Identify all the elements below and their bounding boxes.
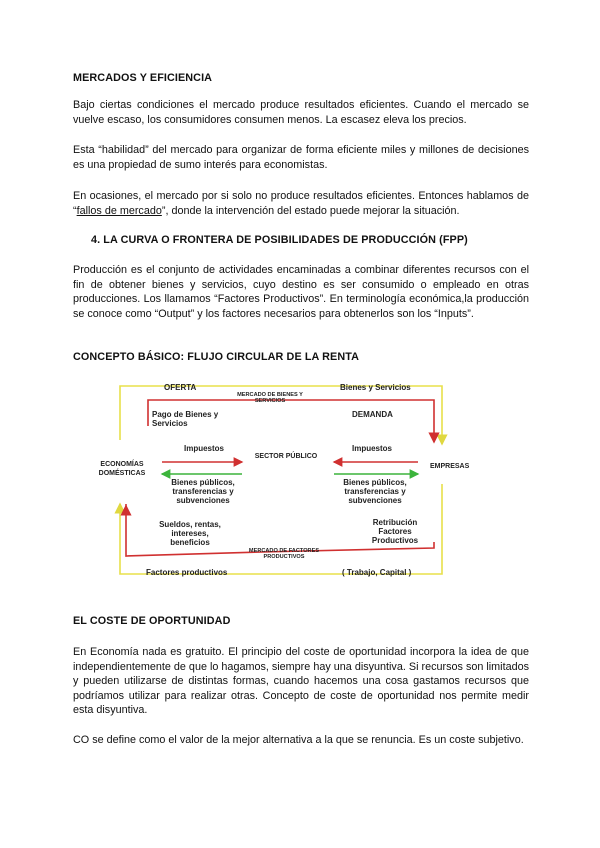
label-bienes-publicos-right: Bienes públicos, transferencias y subvenciones	[343, 478, 407, 505]
label-sector-publico: SECTOR PÚBLICO	[254, 453, 318, 460]
paragraph-mercados-3-after: ”, donde la intervención del estado puede mejorar la situación.	[161, 204, 460, 217]
label-oferta: OFERTA	[164, 383, 197, 392]
label-bienes-servicios: Bienes y Servicios	[340, 383, 411, 392]
paragraph-coste-1: En Economía nada es gratuito. El principio del coste de oportunidad incorpora la idea de que independientemente de que lo hagamos, siempre hay una disyuntiva. Si recursos son limitados y pueden utilizarse de distintas formas, cuando hacemos una cosa gastamos recursos que podríamos utilizar para realizar otras. Concepto de coste de oportunidad nos permite medir esta disyuntiva.	[73, 646, 529, 717]
label-pago-bienes: Pago de Bienes y Servicios	[152, 410, 219, 428]
paragraph-mercados-3	[73, 189, 529, 218]
label-factores-productivos: Factores productivos	[146, 568, 228, 577]
label-demanda: DEMANDA	[352, 410, 393, 419]
paragraph-fpp: Producción es el conjunto de actividades encaminadas a combinar diferentes recursos con el fin de obtener bienes y servicios, cuyo destino es ser consumido o empleado en otras producciones. Los llamamos “Factores Productivos”. En terminología económica,la producción se conoce como “Output” y los factores necesarios para obtenerlos son los “Inputs”.	[73, 264, 529, 320]
paragraph-coste-2: CO se define como el valor de la mejor alternativa a la que se renuncia. Es un coste subjetivo.	[73, 734, 524, 746]
label-impuestos-right: Impuestos	[352, 444, 393, 453]
paragraph-mercados-3-before: En ocasiones, el mercado por si solo no produce resultados eficientes. Entonces hablamos de “	[73, 190, 529, 217]
heading-mercados: MERCADOS Y EFICIENCIA	[73, 72, 213, 84]
heading-coste-oportunidad: EL COSTE DE OPORTUNIDAD	[73, 615, 231, 627]
label-empresas: EMPRESAS	[430, 463, 470, 470]
label-economias-domesticas: ECONOMÍAS DOMÉSTICAS	[98, 461, 146, 477]
circular-flow-diagram	[90, 378, 510, 586]
paragraph-mercados-1: Bajo ciertas condiciones el mercado produce resultados eficientes. Cuando el mercado se vuelve escaso, los consumidores consumen menos. La escasez eleva los precios.	[73, 99, 529, 126]
label-impuestos-left: Impuestos	[184, 444, 225, 453]
fallos-de-mercado-link[interactable]: fallos de mercado	[76, 204, 162, 217]
label-mercado-bienes: MERCADO DE BIENES Y SERVICIOS	[237, 392, 303, 404]
paragraph-mercados-2: Esta “habilidad” del mercado para organizar de forma eficiente miles y millones de decisiones es una propiedad de sumo interés para economistas.	[73, 144, 529, 171]
heading-flujo-circular: CONCEPTO BÁSICO: FLUJO CIRCULAR DE LA RENTA	[73, 351, 360, 363]
label-retribucion: Retribución Factores Productivos	[371, 518, 419, 545]
label-trabajo-capital: ( Trabajo, Capital )	[342, 568, 412, 577]
label-bienes-publicos-left: Bienes públicos, transferencias y subvenciones	[171, 478, 235, 505]
label-sueldos: Sueldos, rentas, intereses, beneficios	[159, 520, 221, 547]
heading-fpp: 4. LA CURVA O FRONTERA DE POSIBILIDADES DE PRODUCCIÓN (FPP)	[91, 234, 468, 246]
label-mercado-factores: MERCADO DE FACTORES PRODUCTIVOS	[248, 548, 320, 560]
